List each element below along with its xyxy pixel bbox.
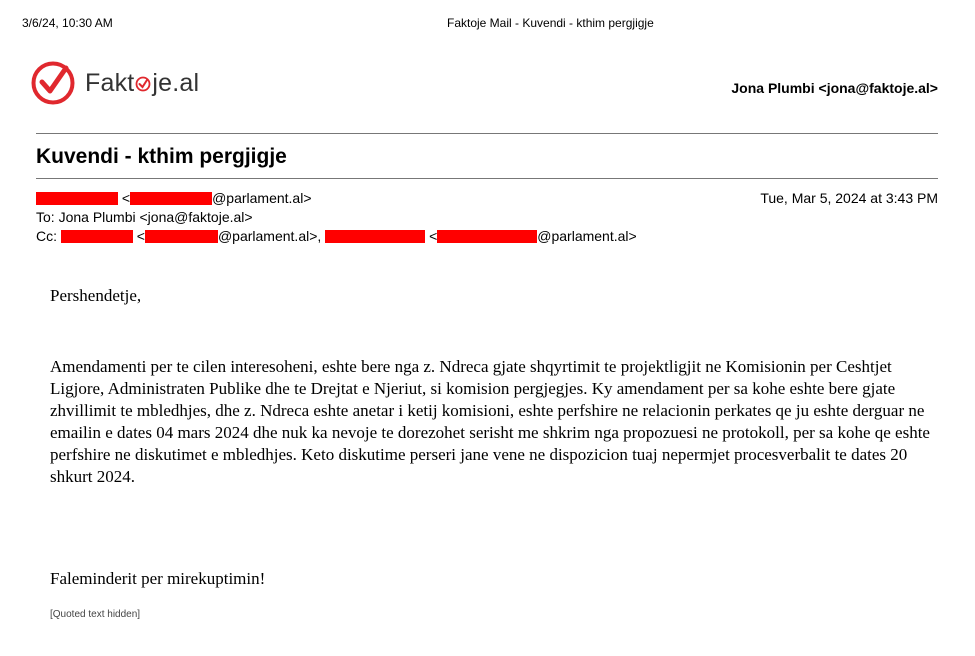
checkmark-circle-icon: [30, 60, 76, 106]
redacted-cc-user-2: [437, 230, 537, 243]
email-subject: Kuvendi - kthim pergjigje: [36, 145, 287, 168]
from-line: < @parlament.al>: [36, 190, 312, 206]
divider-top: [36, 133, 938, 134]
redacted-cc-name-1: [61, 230, 133, 243]
faktoje-logo: [30, 60, 199, 106]
print-datetime: 3/6/24, 10:30 AM: [22, 16, 113, 30]
logo-wordmark: Fakt je.al: [85, 68, 200, 97]
email-date: Tue, Mar 5, 2024 at 3:43 PM: [760, 190, 938, 206]
greeting: Pershendetje,: [50, 286, 142, 305]
logo-check-o-icon: [135, 76, 151, 92]
divider-subject: [36, 178, 938, 179]
closing: Faleminderit per mirekuptimin!: [50, 569, 266, 588]
from-domain: @parlament.al>: [212, 190, 312, 206]
account-identity: Jona Plumbi <jona@faktoje.al>: [731, 80, 938, 96]
quoted-text-toggle[interactable]: [Quoted text hidden]: [50, 609, 141, 620]
redacted-cc-user-1: [145, 230, 218, 243]
cc-line: Cc: < @parlament.al>, < @parlament.al>: [36, 228, 637, 244]
redacted-sender-name: [36, 192, 118, 205]
message-body: Amendamenti per te cilen interesoheni, eshte bere nga z. Ndreca gjate shqyrtimit te projektligjit ne Komisionin per Ceshtjet Ligjore, Administraten Publike dhe te Drejtat e Njeriut, si komision pergjegjes. Ky amendament per sa kohe eshte bere gjate zhvillimit te mbledhjes, dhe z. Ndreca eshte anetar i ketij komisioni, eshte perfshire ne relacionin perkates qe ju eshte derguar ne emailin e dates 04 mars 2024 dhe nuk ka nevoje te dorezohet serisht me shkrim nga propozuesi ne protokoll, per sa kohe qe eshte perfshire ne diskutimet e mbledhjes. Keto diskutime perseri jane vene ne dispozicion tuaj nepermjet procesverbalit te dates 20 shkurt 2024.: [50, 357, 930, 486]
redacted-sender-user: [130, 192, 212, 205]
print-title: Faktoje Mail - Kuvendi - kthim pergjigje: [447, 16, 654, 30]
to-line: To: Jona Plumbi <jona@faktoje.al>: [36, 209, 253, 225]
redacted-cc-name-2: [325, 230, 425, 243]
